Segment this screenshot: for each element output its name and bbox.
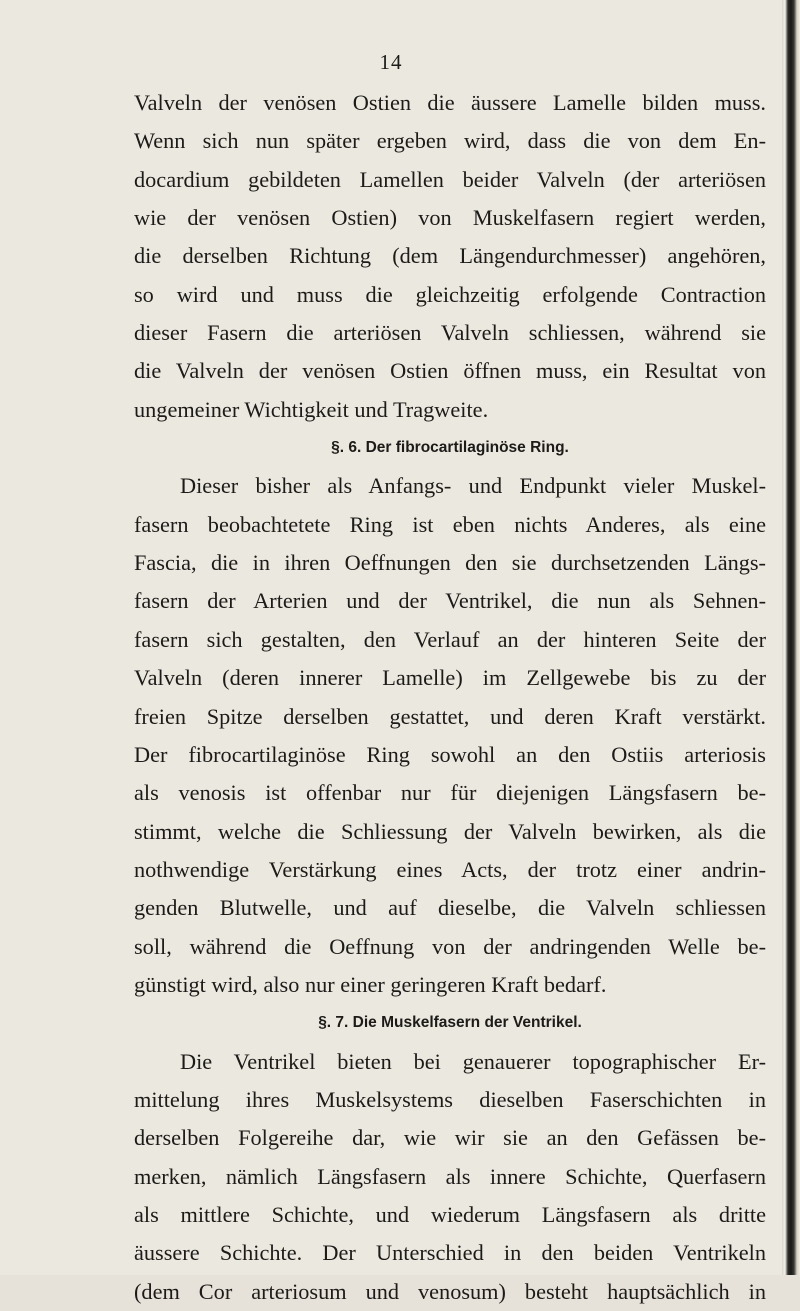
text-line: so wird und muss die gleichzeitig erfolgende Contraction — [134, 281, 766, 307]
section-7-paragraph — [134, 1043, 766, 1311]
text-line: fasern der Arterien und der Ventrikel, die nun als Sehnen- — [134, 588, 766, 614]
text-line: derselben Folgereihe dar, wie wir sie an den Gefässen be- — [134, 1125, 766, 1151]
text-line: ungemeiner Wichtigkeit und Tragweite. — [134, 396, 489, 422]
paragraph-1 — [134, 84, 766, 429]
text-line: äussere Schichte. Der Unterschied in den beiden Ventrikeln — [134, 1240, 766, 1266]
text-line: merken, nämlich Längsfasern als innere Schichte, Querfasern — [134, 1163, 766, 1189]
book-spine-edge — [782, 0, 800, 1275]
text-line: mittelung ihres Muskelsystems dieselben Faserschichten in — [134, 1086, 766, 1112]
text-line: docardium gebildeten Lamellen beider Valveln (der arteriösen — [134, 166, 766, 192]
text-line: günstigt wird, also nur einer geringeren Kraft bedarf. — [134, 971, 607, 997]
text-line: wie der venösen Ostien) von Muskelfasern regiert werden, — [134, 205, 766, 231]
text-line: als mittlere Schichte, und wiederum Längsfasern als dritte — [134, 1201, 766, 1227]
text-line: freien Spitze derselben gestattet, und deren Kraft verstärkt. — [134, 703, 766, 729]
text-line: Valveln (deren innerer Lamelle) im Zellgewebe bis zu der — [134, 665, 766, 691]
text-line: (dem Cor arteriosum und venosum) besteht hauptsächlich in — [134, 1278, 766, 1304]
text-line: als venosis ist offenbar nur für diejenigen Längsfasern be- — [134, 780, 766, 806]
text-line: die Valveln der venösen Ostien öffnen muss, ein Resultat von — [134, 358, 766, 384]
text-line: die derselben Richtung (dem Längendurchmesser) angehören, — [134, 243, 766, 269]
text-line: Fascia, die in ihren Oeffnungen den sie durchsetzenden Längs- — [134, 550, 766, 576]
text-line: soll, während die Oeffnung von der andringenden Welle be- — [134, 933, 766, 959]
page-number: 14 — [379, 50, 403, 74]
text-line: Valveln der venösen Ostien die äussere Lamelle bilden muss. — [134, 90, 766, 115]
text-line: dieser Fasern die arteriösen Valveln schliessen, während sie — [134, 320, 766, 346]
text-line: Wenn sich nun später ergeben wird, dass die von dem En- — [134, 128, 766, 154]
page-text — [134, 84, 766, 1311]
text-line: fasern beobachtetete Ring ist eben nichts Anderes, als eine — [134, 511, 766, 537]
text-line: fasern sich gestalten, den Verlauf an der hinteren Seite der — [134, 626, 766, 652]
text-line: nothwendige Verstärkung eines Acts, der trotz einer andrin- — [134, 856, 766, 882]
section-6-paragraph — [134, 467, 766, 1004]
text-line: stimmt, welche die Schliessung der Valveln bewirken, als die — [134, 818, 766, 844]
text-line: Die Ventrikel bieten bei genauerer topographischer Er- — [180, 1048, 766, 1074]
text-line: Der fibrocartilaginöse Ring sowohl an den Ostiis arteriosis — [134, 741, 766, 767]
text-line: Dieser bisher als Anfangs- und Endpunkt vieler Muskel- — [180, 473, 766, 499]
section-heading-7: §. 7. Die Muskelfasern der Ventrikel. — [318, 1014, 582, 1032]
section-heading-6: §. 6. Der fibrocartilaginöse Ring. — [331, 439, 569, 457]
text-line: genden Blutwelle, und auf dieselbe, die Valveln schliessen — [134, 895, 766, 921]
